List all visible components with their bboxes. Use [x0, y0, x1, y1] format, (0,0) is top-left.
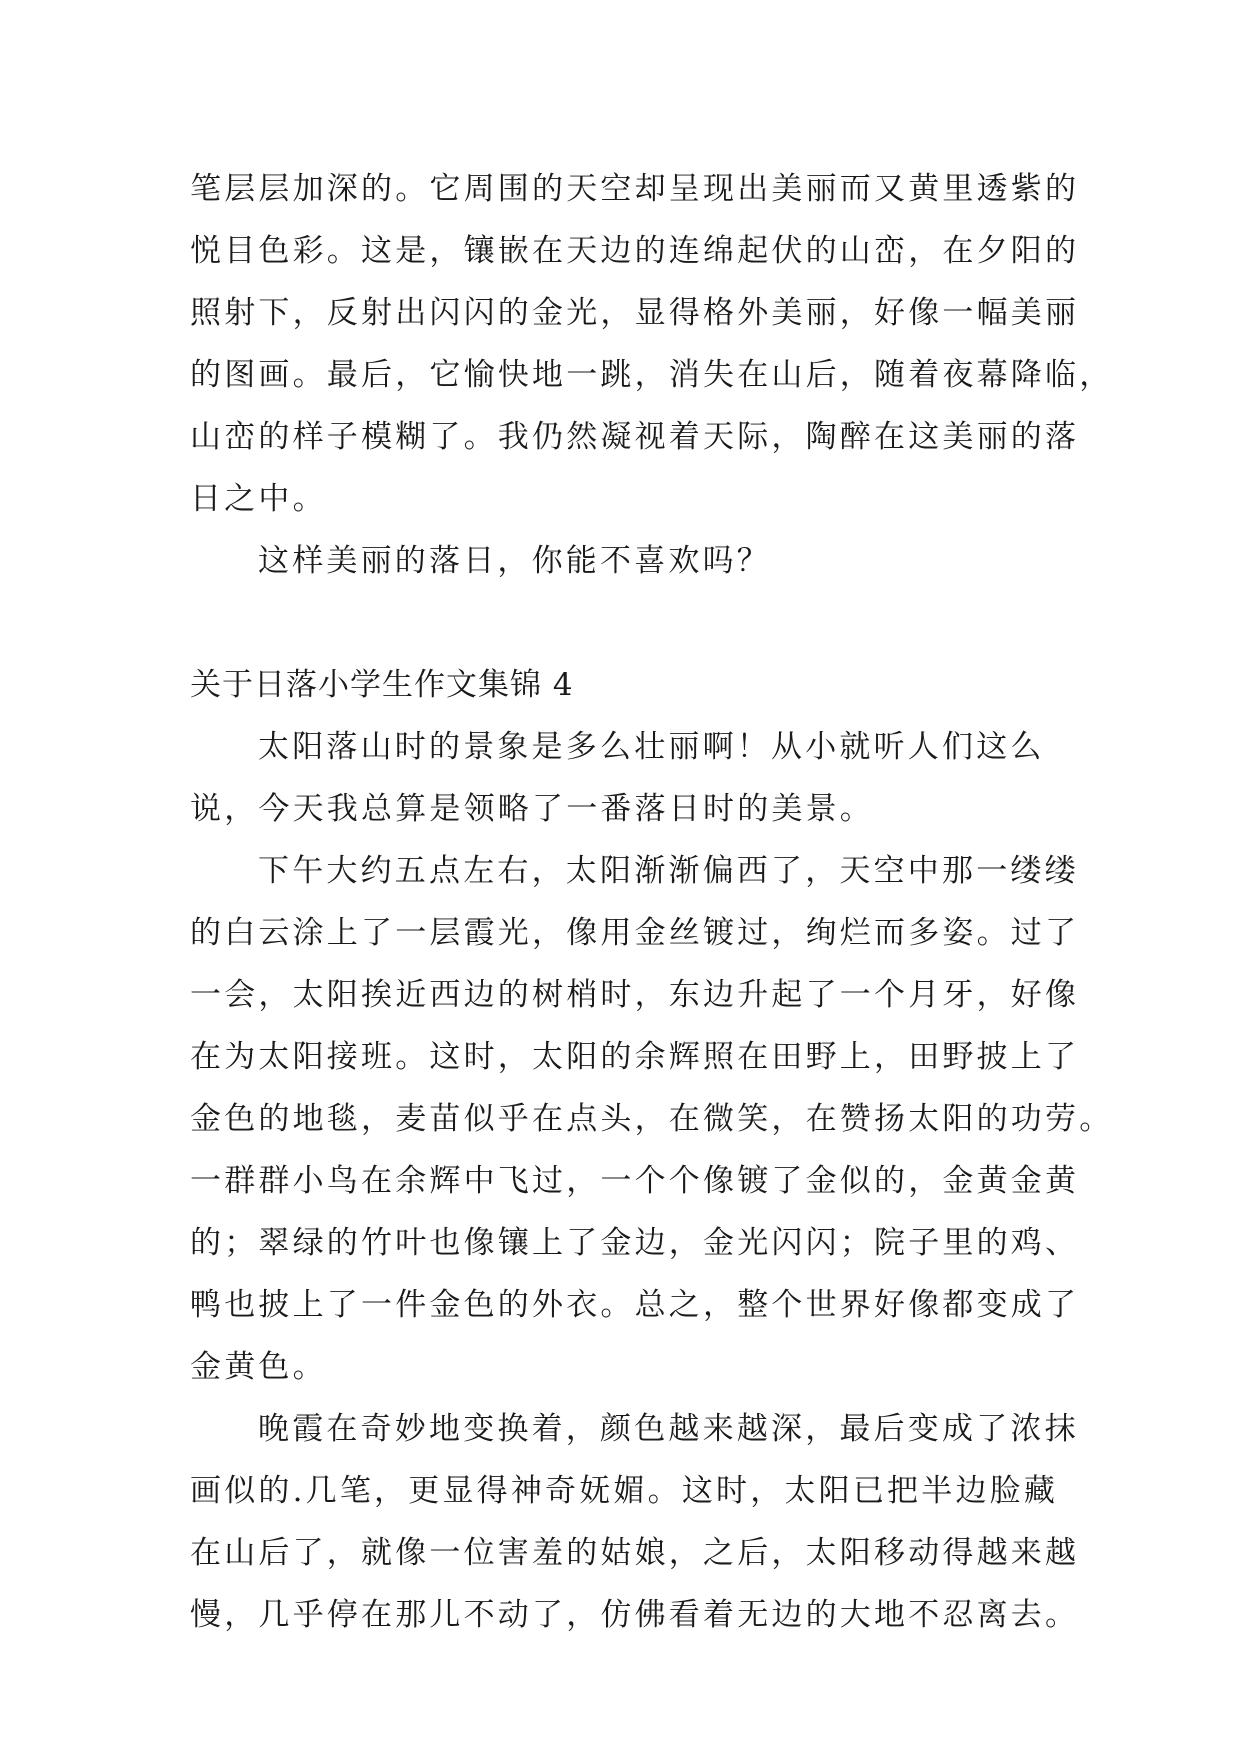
essay-body [190, 158, 1114, 1646]
text-line: 鸭也披上了一件金色的外衣。总之，整个世界好像都变成了 [190, 1287, 1080, 1323]
text-line: 日之中。 [190, 481, 327, 517]
text-line: 晚霞在奇妙地变换着，颜色越来越深，最后变成了浓抹 [258, 1411, 1079, 1447]
text-line: 说，今天我总算是领略了一番落日时的美景。 [190, 791, 874, 827]
text-line: 的白云涂上了一层霞光，像用金丝镀过，绚烂而多姿。过了 [190, 915, 1080, 951]
text-line: 太阳落山时的景象是多么壮丽啊！从小就听人们这么 [258, 729, 1045, 765]
text-line: 金黄色。 [190, 1349, 327, 1385]
text-line: 金色的地毯，麦苗似乎在点头，在微笑，在赞扬太阳的功劳。 [190, 1101, 1114, 1137]
text-line: 下午大约五点左右，太阳渐渐偏西了，天空中那一缕缕 [258, 853, 1079, 889]
text-line: 山峦的样子模糊了。我仍然凝视着天际，陶醉在这美丽的落 [190, 419, 1080, 455]
text-line: 在山后了，就像一位害羞的姑娘，之后，太阳移动得越来越 [190, 1535, 1080, 1571]
text-line: 一群群小鸟在余辉中飞过，一个个像镀了金似的，金黄金黄 [190, 1163, 1080, 1199]
text-line: 在为太阳接班。这时，太阳的余辉照在田野上，田野披上了 [190, 1039, 1080, 1075]
paragraph-closing [190, 530, 1070, 592]
paragraph-2 [190, 840, 1114, 1398]
text-line: 的；翠绿的竹叶也像镶上了金边，金光闪闪；院子里的鸡、 [190, 1225, 1080, 1261]
essay-heading: 关于日落小学生作文集锦 4 [190, 667, 574, 703]
text-line: 这样美丽的落日，你能不喜欢吗？ [258, 543, 771, 579]
text-line: 慢，几乎停在那儿不动了，仿佛看着无边的大地不忍离去。 [190, 1597, 1080, 1633]
paragraph-continued [190, 158, 1114, 530]
paragraph-1 [190, 716, 1070, 840]
text-line: 的图画。最后，它愉快地一跳，消失在山后，随着夜幕降临， [190, 357, 1114, 393]
text-line: 笔层层加深的。它周围的天空却呈现出美丽而又黄里透紫的 [190, 171, 1080, 207]
text-line: 一会，太阳挨近西边的树梢时，东边升起了一个月牙，好像 [190, 977, 1080, 1013]
text-line: 照射下，反射出闪闪的金光，显得格外美丽，好像一幅美丽 [190, 295, 1080, 331]
text-line: 悦目色彩。这是，镶嵌在天边的连绵起伏的山峦，在夕阳的 [190, 233, 1080, 269]
section-gap [190, 592, 1070, 654]
text-line: 画似的.几笔，更显得神奇妩媚。这时，太阳已把半边脸藏 [190, 1473, 1059, 1509]
paragraph-3 [190, 1398, 1080, 1646]
